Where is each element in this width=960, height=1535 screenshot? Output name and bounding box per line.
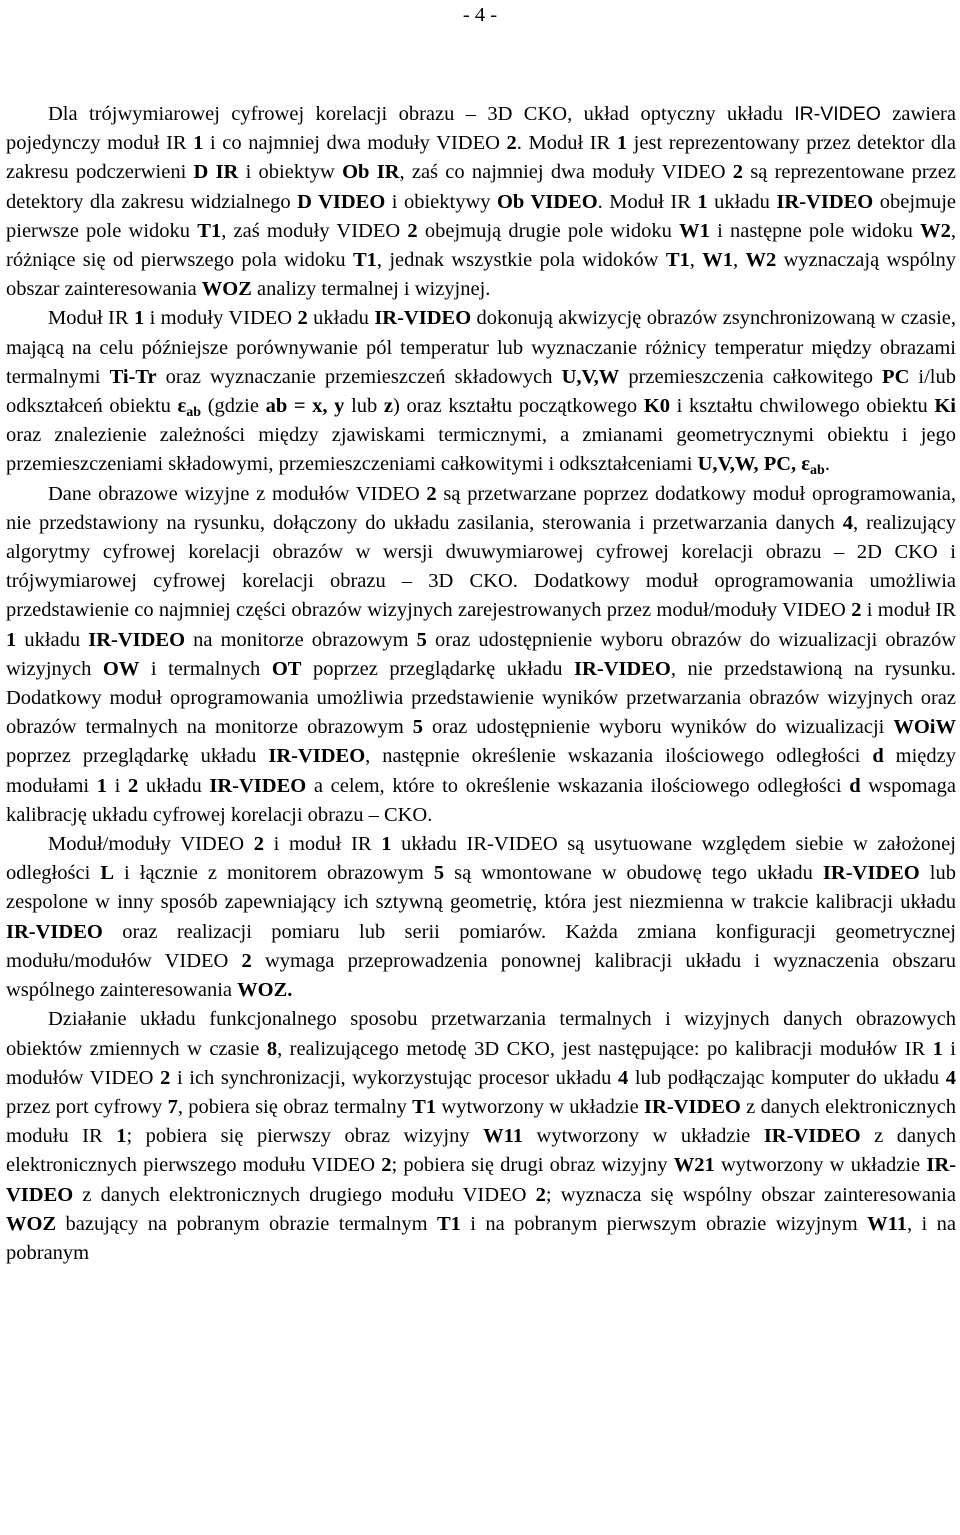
text-run: wytworzony w układzie bbox=[436, 1095, 645, 1118]
bold-term: ab = x, y bbox=[265, 395, 345, 418]
text-run: oraz znalezienie zależności między zjawiskami termicznymi, a zmianami geometrycznymi obiektu i jego przemieszczeniami składowymi, przemieszczeniami całkowitymi i odkształceniami bbox=[6, 424, 956, 476]
text-run: i moduły VIDEO bbox=[144, 307, 298, 330]
text-run: , bbox=[689, 249, 703, 272]
bold-term: 2 bbox=[128, 774, 139, 797]
text-run: i obiektywy bbox=[385, 190, 497, 213]
text-run: zawiera pojedynczy moduł IR bbox=[6, 103, 956, 155]
bold-term: T1 bbox=[665, 249, 690, 272]
text-run: i moduł IR bbox=[263, 833, 382, 856]
bold-term: 1 bbox=[116, 1125, 127, 1148]
bold-term: T1 bbox=[197, 219, 222, 242]
bold-term: 2 bbox=[851, 599, 862, 622]
text-run: układu IR-VIDEO są usytuowane względem siebie w założonej odległości bbox=[6, 833, 956, 885]
bold-term: W2 bbox=[920, 219, 951, 242]
paragraph-1 bbox=[6, 100, 956, 304]
bold-term: D IR bbox=[193, 161, 239, 184]
bold-term: IR-VIDEO bbox=[763, 1125, 861, 1148]
text-run: . bbox=[824, 453, 830, 476]
bold-term: Ti-Tr bbox=[109, 365, 157, 388]
text-run: i modułów VIDEO bbox=[6, 1037, 957, 1089]
text-run: i łącznie z monitorem obrazowym bbox=[114, 862, 434, 885]
bold-term: 7 bbox=[167, 1095, 178, 1118]
bold-term: 1 bbox=[616, 132, 628, 155]
text-run: , jednak wszystkie pola widoków bbox=[376, 249, 666, 272]
bold-term: W2 bbox=[745, 249, 777, 272]
bold-term: WOZ bbox=[6, 1212, 57, 1235]
bold-term: W1 bbox=[702, 249, 734, 272]
text-run: i ich synchronizacji, wykorzystując procesor układu bbox=[170, 1066, 618, 1089]
text-run: dokonują akwizycję obrazów zsynchronizowaną w czasie, mającą na celu późniejsze porównywanie pól temperatur lub wyznaczanie różnicy temperatur między obrazami termalnymi bbox=[6, 307, 956, 388]
text-run: są wmontowane w obudowę tego układu bbox=[444, 862, 823, 885]
bold-term: 2 bbox=[381, 1154, 392, 1177]
bold-term: K0 bbox=[643, 395, 671, 418]
text-run: przez port cyfrowy bbox=[6, 1095, 168, 1118]
bold-term: W1 bbox=[679, 219, 710, 242]
text-run: (gdzie bbox=[201, 395, 266, 418]
text-run: i na pobranym pierwszym obrazie wizyjnym bbox=[460, 1212, 868, 1235]
text-run: poprzez przeglądarkę układu bbox=[6, 745, 269, 768]
bold-term: 8 bbox=[266, 1037, 278, 1060]
text-run: i bbox=[107, 774, 129, 797]
bold-term: OW bbox=[102, 657, 140, 680]
text-run: , następnie określenie wskazania ilościowego odległości bbox=[365, 745, 873, 768]
text-run: IR-VIDEO bbox=[794, 103, 881, 125]
bold-term: 1 bbox=[932, 1037, 943, 1060]
text-run: obejmują drugie pole widoku bbox=[417, 219, 680, 242]
bold-term: 2 bbox=[426, 482, 437, 505]
bold-term: 5 bbox=[412, 716, 424, 739]
bold-term: 2 bbox=[535, 1183, 546, 1206]
text-run: układu bbox=[138, 774, 210, 797]
text-run: ) oraz kształtu początkowego bbox=[393, 395, 644, 418]
bold-term: W11 bbox=[483, 1125, 523, 1148]
text-run: lub bbox=[344, 395, 384, 418]
text-run: , realizujący algorytmy cyfrowej korelacji obrazów w wersji dwuwymiarowej cyfrowej korelacji obrazu – 2D CKO i trójwymiarowej cyfrowej korelacji obrazu – 3D CKO. Dodatkowy moduł oprogramowania umożliwia przedstawienie co najmniej części obrazów wizyjnych zarejestrowanych przez moduł/moduły VIDEO bbox=[6, 511, 956, 622]
text-run: oraz udostępnienie wyboru obrazów do wizualizacji obrazów wizyjnych bbox=[6, 628, 957, 680]
text-run: , różniące się od pierwszego pola widoku bbox=[6, 219, 956, 272]
bold-term: W11 bbox=[867, 1212, 908, 1235]
text-run: są reprezentowane przez detektory dla zakresu widzialnego bbox=[6, 161, 956, 213]
text-run: Działanie układu funkcjonalnego sposobu przetwarzania termalnych i wizyjnych danych obrazowych obiektów zmiennych w czasie bbox=[6, 1008, 956, 1060]
bold-term: Ki bbox=[934, 395, 956, 418]
bold-term: 1 bbox=[6, 628, 17, 651]
text-run: lub podłączając komputer do układu bbox=[628, 1066, 946, 1089]
text-run: i co najmniej dwa moduły VIDEO bbox=[203, 132, 507, 155]
text-run: są przetwarzane poprzez dodatkowy moduł oprogramowania, nie przedstawiony na rysunku, dołączony do układu zasilania, sterowania i przetwarzania danych bbox=[6, 482, 956, 534]
bold-term: IR-VIDEO bbox=[574, 657, 671, 680]
text-run: z danych elektronicznych modułu IR bbox=[6, 1095, 956, 1148]
text-run: , bbox=[733, 249, 746, 272]
bold-term: Ob IR bbox=[342, 161, 400, 184]
text-run: na monitorze obrazowym bbox=[185, 628, 417, 651]
bold-term: IR-VIDEO bbox=[374, 307, 472, 330]
text-run: oraz realizacji pomiaru lub serii pomiarów. Każda zmiana konfiguracji geometrycznej modułu/modułów VIDEO bbox=[6, 920, 956, 972]
text-run: , i na pobranym bbox=[6, 1212, 956, 1264]
bold-term: D VIDEO bbox=[297, 190, 386, 213]
body-text bbox=[6, 100, 956, 1268]
bold-term: ab bbox=[186, 405, 202, 421]
bold-term: T1 bbox=[412, 1095, 437, 1118]
text-run: wytworzony w układzie bbox=[714, 1154, 927, 1177]
text-run: Moduł/moduły VIDEO bbox=[48, 833, 254, 856]
text-run: . Moduł IR bbox=[516, 132, 617, 155]
bold-term: 1 bbox=[697, 190, 708, 213]
bold-term: WOZ bbox=[201, 278, 252, 301]
bold-term: IR-VIDEO bbox=[6, 920, 103, 943]
bold-term: 5 bbox=[433, 862, 445, 885]
paragraph-2 bbox=[6, 304, 956, 479]
bold-term: 2 bbox=[253, 833, 264, 856]
text-run: Dla trójwymiarowej cyfrowej korelacji obrazu – 3D CKO, układ optyczny układu bbox=[48, 103, 795, 125]
text-run: i obiektyw bbox=[238, 161, 343, 184]
bold-term: PC bbox=[882, 365, 910, 388]
bold-term: 2 bbox=[297, 307, 308, 330]
text-run: i następne pole widoku bbox=[709, 219, 921, 242]
text-run: , pobiera się obraz termalny bbox=[177, 1095, 413, 1118]
text-run: oraz wyznaczanie przemieszczeń składowych bbox=[156, 365, 562, 388]
bold-term: IR-VIDEO bbox=[268, 745, 366, 768]
text-run: z danych elektronicznych pierwszego modułu VIDEO bbox=[6, 1125, 956, 1177]
text-run: , nie przedstawioną na rysunku. Dodatkowy moduł oprogramowania umożliwia przedstawienie wyników przetwarzania obrazów wizyjnych oraz obrazów termalnych na monitorze obrazowym bbox=[6, 657, 957, 739]
text-run: , realizującego metodę 3D CKO, jest następujące: po kalibracji modułów IR bbox=[277, 1037, 933, 1060]
bold-term: 2 bbox=[732, 161, 744, 184]
text-run: z danych elektronicznych drugiego modułu VIDEO bbox=[73, 1183, 536, 1206]
bold-term: 5 bbox=[416, 628, 427, 651]
text-run: wymaga przeprowadzenia ponownej kalibracji układu i wyznaczenia obszaru wspólnego zainteresowania bbox=[6, 949, 956, 1002]
bold-term: d bbox=[872, 745, 884, 768]
bold-term: Ob VIDEO bbox=[496, 190, 598, 213]
bold-term: 2 bbox=[241, 949, 252, 972]
paragraph-5 bbox=[6, 1005, 956, 1268]
bold-term: ε bbox=[177, 395, 187, 418]
bold-term: 4 bbox=[842, 511, 853, 534]
text-run: wytworzony w układzie bbox=[522, 1125, 764, 1148]
text-run: obejmuje pierwsze pole widoku bbox=[6, 190, 957, 242]
text-run: i kształtu chwilowego obiektu bbox=[670, 395, 935, 418]
text-run: i termalnych bbox=[139, 657, 272, 680]
bold-term: IR-VIDEO bbox=[644, 1095, 741, 1118]
text-run: lub zespolone w inny sposób zapewniający ich sztywną geometrię, która jest niezmienna w trakcie kalibracji układu bbox=[6, 862, 956, 914]
text-run: Dane obrazowe wizyjne z modułów VIDEO bbox=[48, 482, 427, 505]
text-run: ; pobiera się drugi obraz wizyjny bbox=[391, 1154, 674, 1177]
text-run: jest reprezentowany przez detektor dla zakresu podczerwieni bbox=[6, 132, 956, 184]
text-run: układu bbox=[707, 190, 777, 213]
bold-term: IR-VIDEO bbox=[209, 774, 307, 797]
bold-term: IR-VIDEO bbox=[822, 862, 920, 885]
text-run: układu bbox=[16, 628, 89, 651]
bold-term: ab bbox=[810, 463, 825, 479]
bold-term: IR-VIDEO bbox=[88, 628, 186, 651]
bold-term: z bbox=[383, 395, 394, 418]
bold-term: d bbox=[849, 774, 861, 797]
paragraph-3 bbox=[6, 480, 956, 830]
text-run: przemieszczenia całkowitego bbox=[619, 365, 883, 388]
bold-term: 2 bbox=[506, 132, 517, 155]
bold-term: 4 bbox=[945, 1066, 956, 1089]
bold-term: IR-VIDEO bbox=[6, 1154, 957, 1206]
page-number: - 4 - bbox=[462, 4, 498, 26]
text-run: między modułami bbox=[6, 745, 956, 797]
text-run: wspomaga kalibrację układu cyfrowej korelacji obrazu – CKO. bbox=[6, 774, 956, 826]
bold-term: L bbox=[100, 862, 114, 885]
text-run: , zaś co najmniej dwa moduły VIDEO bbox=[399, 161, 733, 184]
bold-term: 4 bbox=[617, 1066, 629, 1089]
bold-term: 2 bbox=[160, 1066, 171, 1089]
bold-term: 1 bbox=[133, 307, 145, 330]
bold-term: OT bbox=[271, 657, 302, 680]
text-run: . Moduł IR bbox=[597, 190, 698, 213]
bold-term: W21 bbox=[673, 1154, 715, 1177]
text-run: ; wyznacza się wspólny obszar zainteresowania bbox=[545, 1183, 956, 1206]
bold-term: 1 bbox=[96, 774, 108, 797]
bold-term: WOZ. bbox=[237, 979, 293, 1002]
text-run: i/lub odkształceń obiektu bbox=[6, 365, 957, 418]
bold-term: U,V,W, PC, ε bbox=[697, 453, 811, 476]
text-run: bazujący na pobranym obrazie termalnym bbox=[56, 1212, 437, 1235]
bold-term: T1 bbox=[352, 249, 377, 272]
text-run: i moduł IR bbox=[861, 599, 956, 622]
text-run: układu bbox=[307, 307, 375, 330]
text-run: a celem, które to określenie wskazania ilościowego odległości bbox=[306, 774, 850, 797]
text-run: poprzez przeglądarkę układu bbox=[301, 657, 575, 680]
text-run: ; pobiera się pierwszy obraz wizyjny bbox=[126, 1125, 484, 1148]
bold-term: T1 bbox=[436, 1212, 461, 1235]
text-run: wyznaczają wspólny obszar zainteresowania bbox=[6, 249, 957, 301]
bold-term: IR-VIDEO bbox=[776, 190, 874, 213]
bold-term: WOiW bbox=[893, 716, 956, 739]
bold-term: 1 bbox=[193, 132, 204, 155]
bold-term: 1 bbox=[381, 833, 392, 856]
text-run: analizy termalnej i wizyjnej. bbox=[251, 278, 491, 301]
bold-term: U,V,W bbox=[561, 365, 620, 388]
text-run: oraz udostępnienie wyboru wyników do wizualizacji bbox=[423, 716, 894, 739]
text-run: Moduł IR bbox=[48, 307, 134, 330]
text-run: , zaś moduły VIDEO bbox=[221, 219, 408, 242]
bold-term: 2 bbox=[407, 219, 418, 242]
paragraph-4 bbox=[6, 830, 956, 1005]
